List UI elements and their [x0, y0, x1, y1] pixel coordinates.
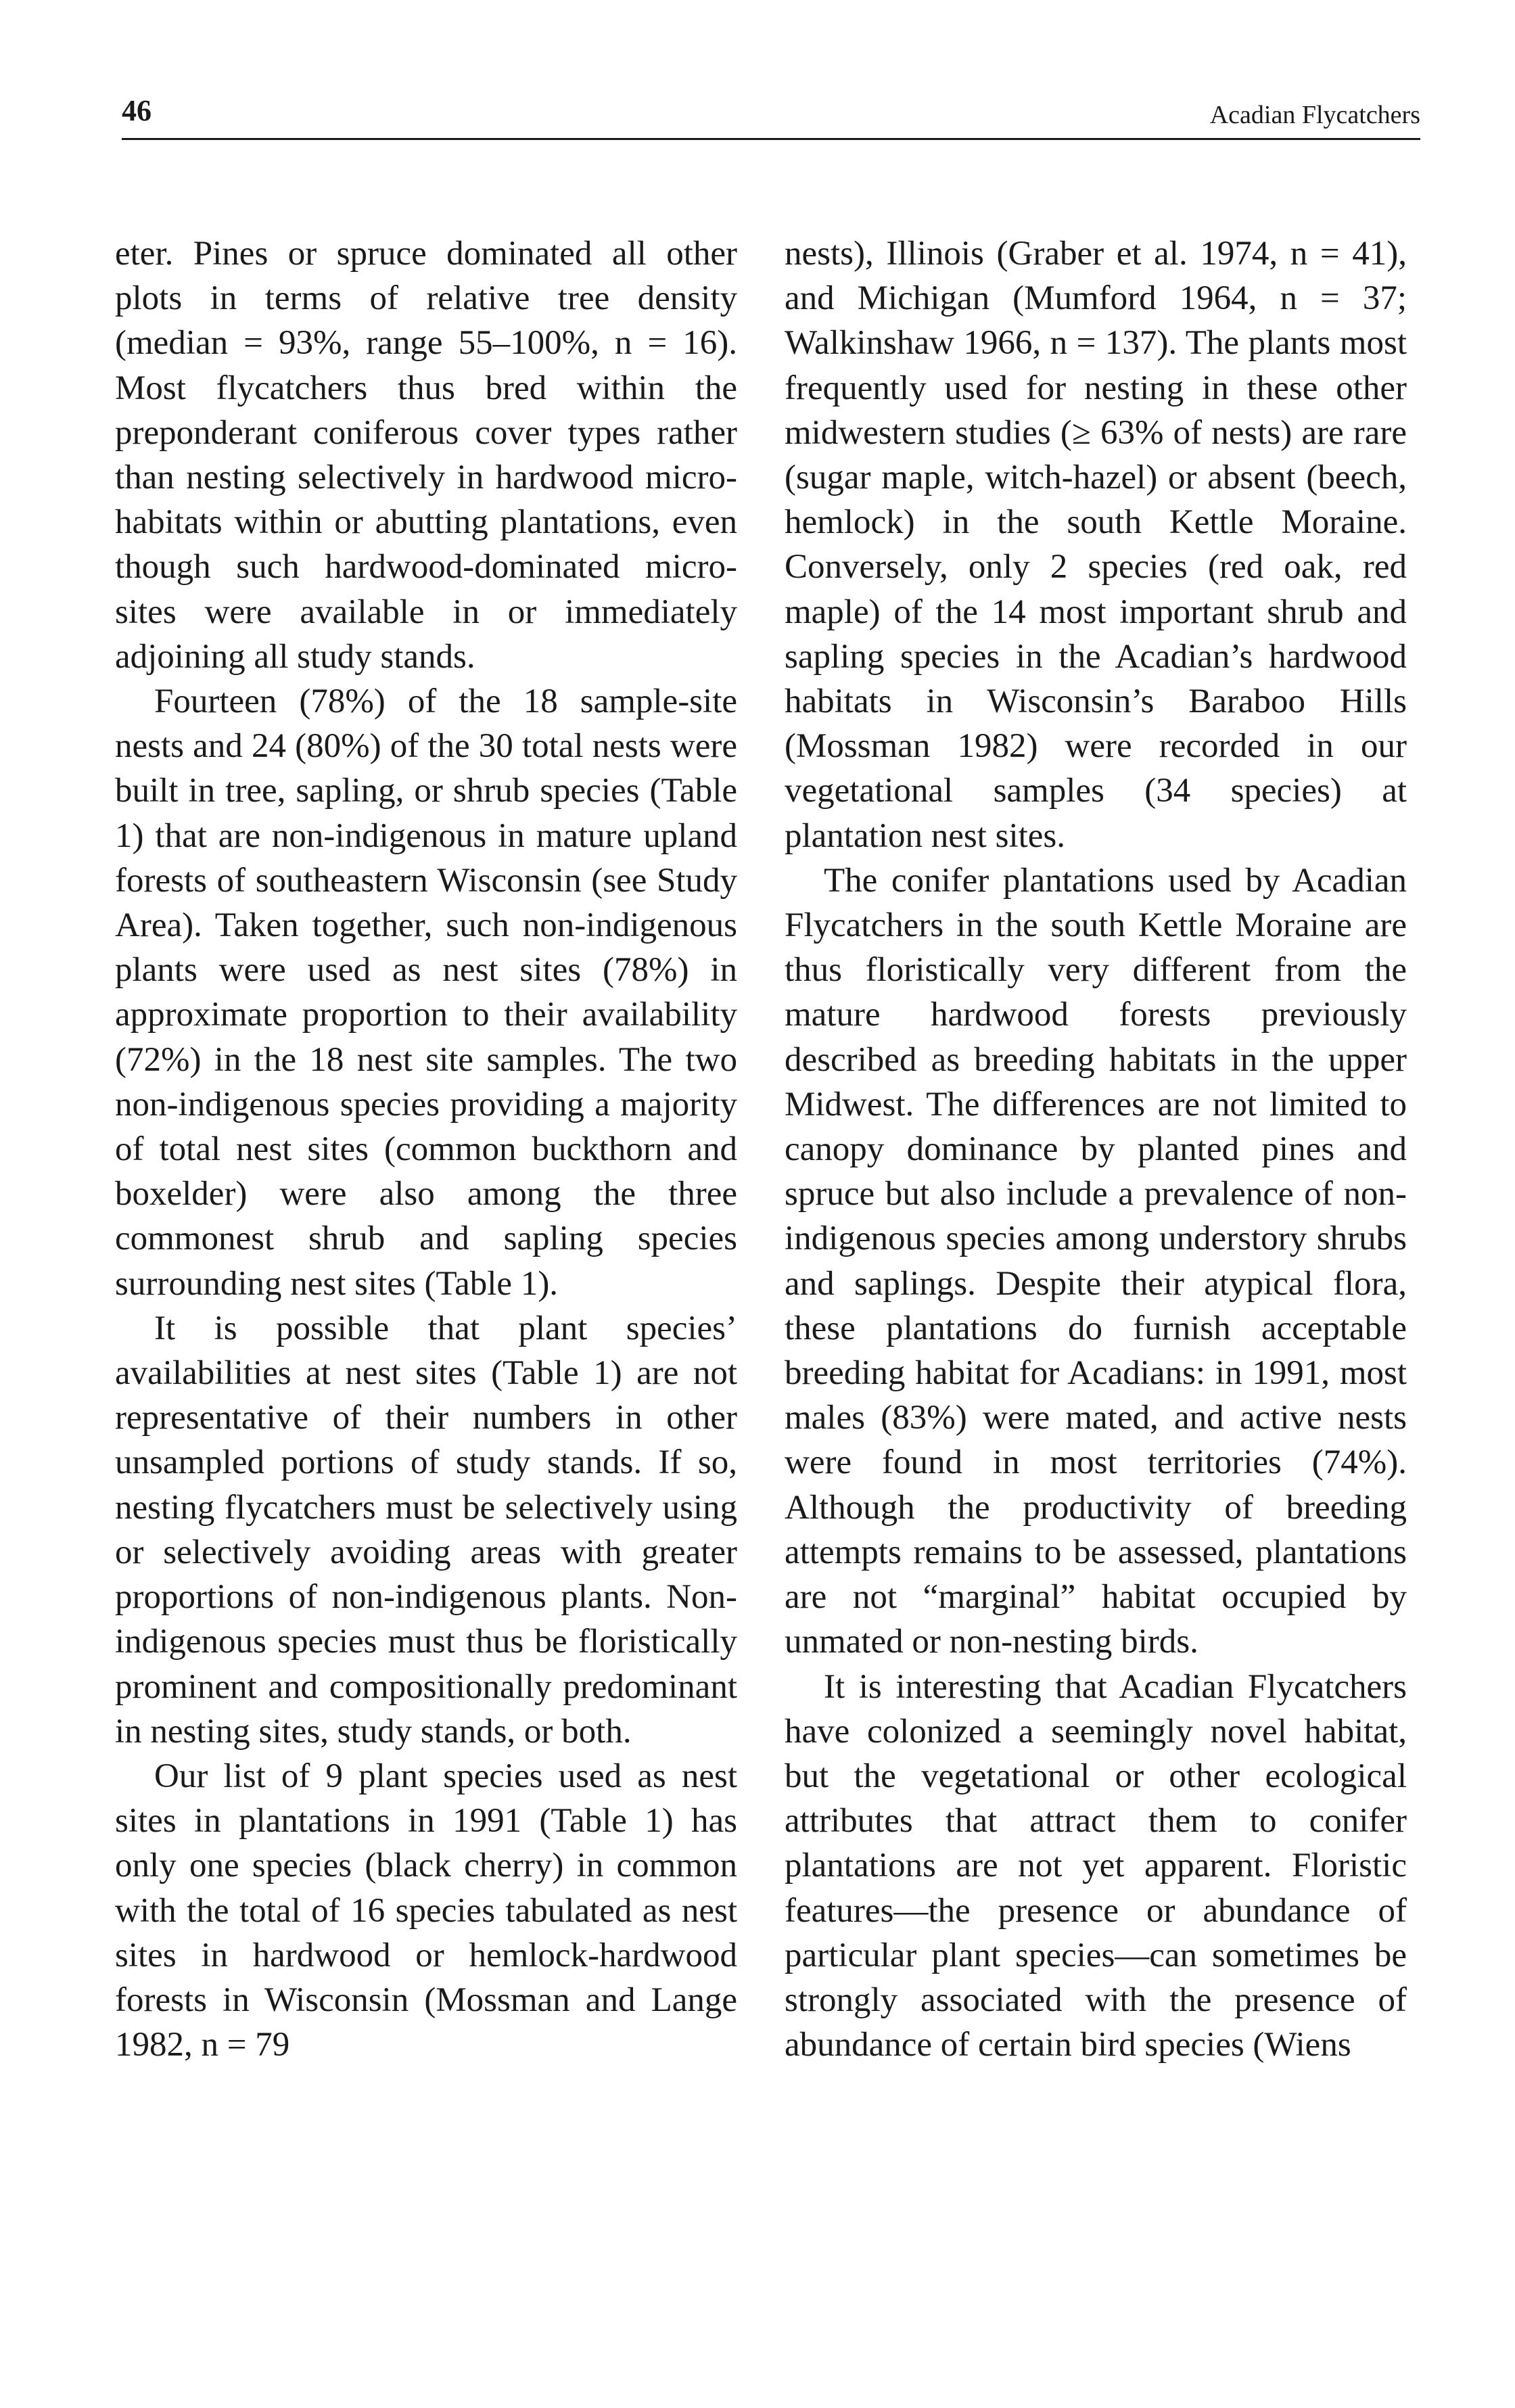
paragraph: eter. Pines or spruce dominated all other plots in terms of relative tree density (median = 93%, range 55–100%, n = 16). Most flycatchers thus bred within the preponderant coniferous cover types rather than nesting selectively in hardwood micro-habitats within or abutting plantations, even though such hardwood-dominated micro-sites were available in or immediately adjoining all study stands.	[115, 235, 737, 676]
page-header	[122, 88, 1420, 135]
paragraph: nests), Illinois (Graber et al. 1974, n = 41), and Michigan (Mumford 1964, n = 37; Walkinshaw 1966, n = 137). The plants most frequently used for nesting in these other midwestern studies (≥ 63% of nests) are rare (sugar maple, witch-hazel) or absent (beech, hemlock) in the south Kettle Moraine. Conversely, only 2 species (red oak, red maple) of the 14 most important shrub and sapling species in the Acadian’s hardwood habitats in Wisconsin’s Baraboo Hills (Mossman 1982) were recorded in our vegetational samples (34 species) at plantation nest sites.	[785, 235, 1407, 855]
right-column	[785, 231, 1407, 2067]
paragraph: It is possible that plant species’ availabilities at nest sites (Table 1) are not representative of their numbers in other unsampled portions of study stands. If so, nesting flycatchers must be selectively using or selectively avoiding areas with greater proportions of non-indigenous plants. Non-indigenous species must thus be floristically prominent and compositionally predominant in nesting sites, study stands, or both.	[115, 1309, 737, 1751]
paragraph: Fourteen (78%) of the 18 sample-site nests and 24 (80%) of the 30 total nests were built in tree, sapling, or shrub species (Table 1) that are non-indigenous in mature upland forests of southeastern Wisconsin (see Study Area). Taken together, such non-indigenous plants were used as nest sites (78%) in approximate proportion to their availability (72%) in the 18 nest site samples. The two non-indigenous species providing a majority of total nest sites (common buckthorn and boxelder) were also among the three commonest shrub and sapling species surrounding nest sites (Table 1).	[115, 682, 737, 1303]
paragraph: The conifer plantations used by Acadian Flycatchers in the south Kettle Moraine are thus floristically very different from the mature hardwood forests previously described as breeding habitats in the upper Midwest. The differences are not limited to canopy dominance by planted pines and spruce but also include a prevalence of non-indigenous species among understory shrubs and saplings. Despite their atypical flora, these plantations do furnish acceptable breeding habitat for Acadians: in 1991, most males (83%) were mated, and active nests were found in most territories (74%). Although the productivity of breeding attempts remains to be assessed, plantations are not “marginal” habitat occupied by unmated or non-nesting birds.	[785, 861, 1407, 1661]
page-number: 46	[122, 94, 152, 127]
running-title: Acadian Flycatchers	[1209, 101, 1420, 129]
paragraph: Our list of 9 plant species used as nest sites in plantations in 1991 (Table 1) has only one species (black cherry) in common with the total of 16 species tabulated as nest sites in hardwood or hemlock-hardwood forests in Wisconsin (Mossman and Lange 1982, n = 79	[115, 1757, 737, 2064]
left-column	[115, 231, 737, 2067]
paragraph: It is interesting that Acadian Flycatchers have colonized a seemingly novel habitat, but the vegetational or other ecological attributes that attract them to conifer plantations are not yet apparent. Floristic features—the presence or abundance of particular plant species—can sometimes be strongly associated with the presence of abundance of certain bird species (Wiens	[785, 1667, 1407, 2064]
header-rule	[122, 138, 1420, 140]
